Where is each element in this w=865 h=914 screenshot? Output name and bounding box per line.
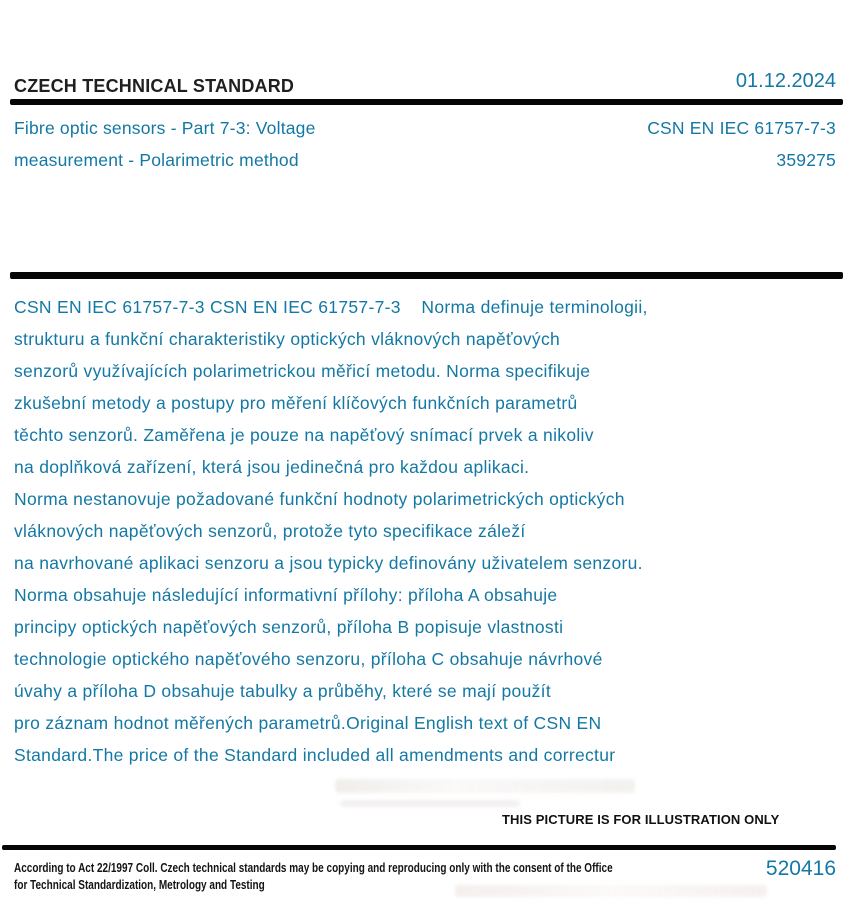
standard-title-line-2: measurement - Polarimetric method	[14, 150, 299, 170]
faint-watermark	[340, 800, 520, 807]
header-divider	[10, 99, 843, 105]
abstract-line: vláknových napěťových senzorů, protože tyto specifikace záleží	[14, 521, 526, 541]
title-block	[14, 112, 836, 176]
abstract-line: Norma obsahuje následující informativní přílohy: příloha A obsahuje	[14, 585, 558, 605]
copyright-line-2: for Technical Standardization, Metrology and Testing	[14, 878, 265, 892]
abstract-line: strukturu a funkční charakteristiky optických vláknových napěťových	[14, 329, 561, 349]
abstract-line: senzorů využívajících polarimetrickou měřicí metodu. Norma specifikuje	[14, 361, 591, 381]
abstract-line: úvahy a příloha D obsahuje tabulky a průběhy, které se mají použít	[14, 681, 551, 701]
publication-date: 01.12.2024	[735, 70, 836, 92]
catalog-number: 520416	[765, 857, 836, 880]
abstract-line: CSN EN IEC 61757-7-3 CSN EN IEC 61757-7-3 Norma definuje terminologii,	[14, 297, 648, 317]
title-row	[14, 144, 836, 176]
abstract-divider	[10, 272, 843, 279]
abstract-line: na navrhované aplikaci senzoru a jsou typicky definovány uživatelem senzoru.	[14, 553, 643, 573]
abstract-line: Norma nestanovuje požadované funkční hodnoty polarimetrických optických	[14, 489, 625, 509]
title-row	[14, 112, 836, 144]
footer-divider	[2, 845, 836, 850]
abstract-line: pro záznam hodnot měřených parametrů.Original English text of CSN EN	[14, 713, 602, 733]
copyright-line-1: According to Act 22/1997 Coll. Czech technical standards may be copying and reproducing only with the consent of the Office	[14, 861, 613, 875]
abstract-line: těchto senzorů. Zaměřena je pouze na napěťový snímací prvek a nikoliv	[14, 425, 594, 445]
classification-number: 359275	[776, 150, 836, 170]
abstract-line: zkušební metody a postupy pro měření klíčových funkčních parametrů	[14, 393, 578, 413]
abstract-line: Standard.The price of the Standard included all amendments and correctur	[14, 745, 616, 765]
abstract-line: principy optických napěťových senzorů, příloha B popisuje vlastnosti	[14, 617, 564, 637]
illustration-only-note: THIS PICTURE IS FOR ILLUSTRATION ONLY	[502, 812, 780, 827]
document-type-heading: CZECH TECHNICAL STANDARD	[14, 76, 295, 96]
standard-designation: CSN EN IEC 61757-7-3	[647, 118, 836, 138]
abstract-line: technologie optického napěťového senzoru, příloha C obsahuje návrhové	[14, 649, 603, 669]
faint-watermark	[335, 779, 635, 793]
standard-title-line-1: Fibre optic sensors - Part 7-3: Voltage	[14, 118, 316, 138]
copyright-notice	[14, 860, 613, 894]
abstract-line: na doplňková zařízení, která jsou jedinečná pro každou aplikaci.	[14, 457, 530, 477]
abstract-text	[14, 291, 847, 771]
